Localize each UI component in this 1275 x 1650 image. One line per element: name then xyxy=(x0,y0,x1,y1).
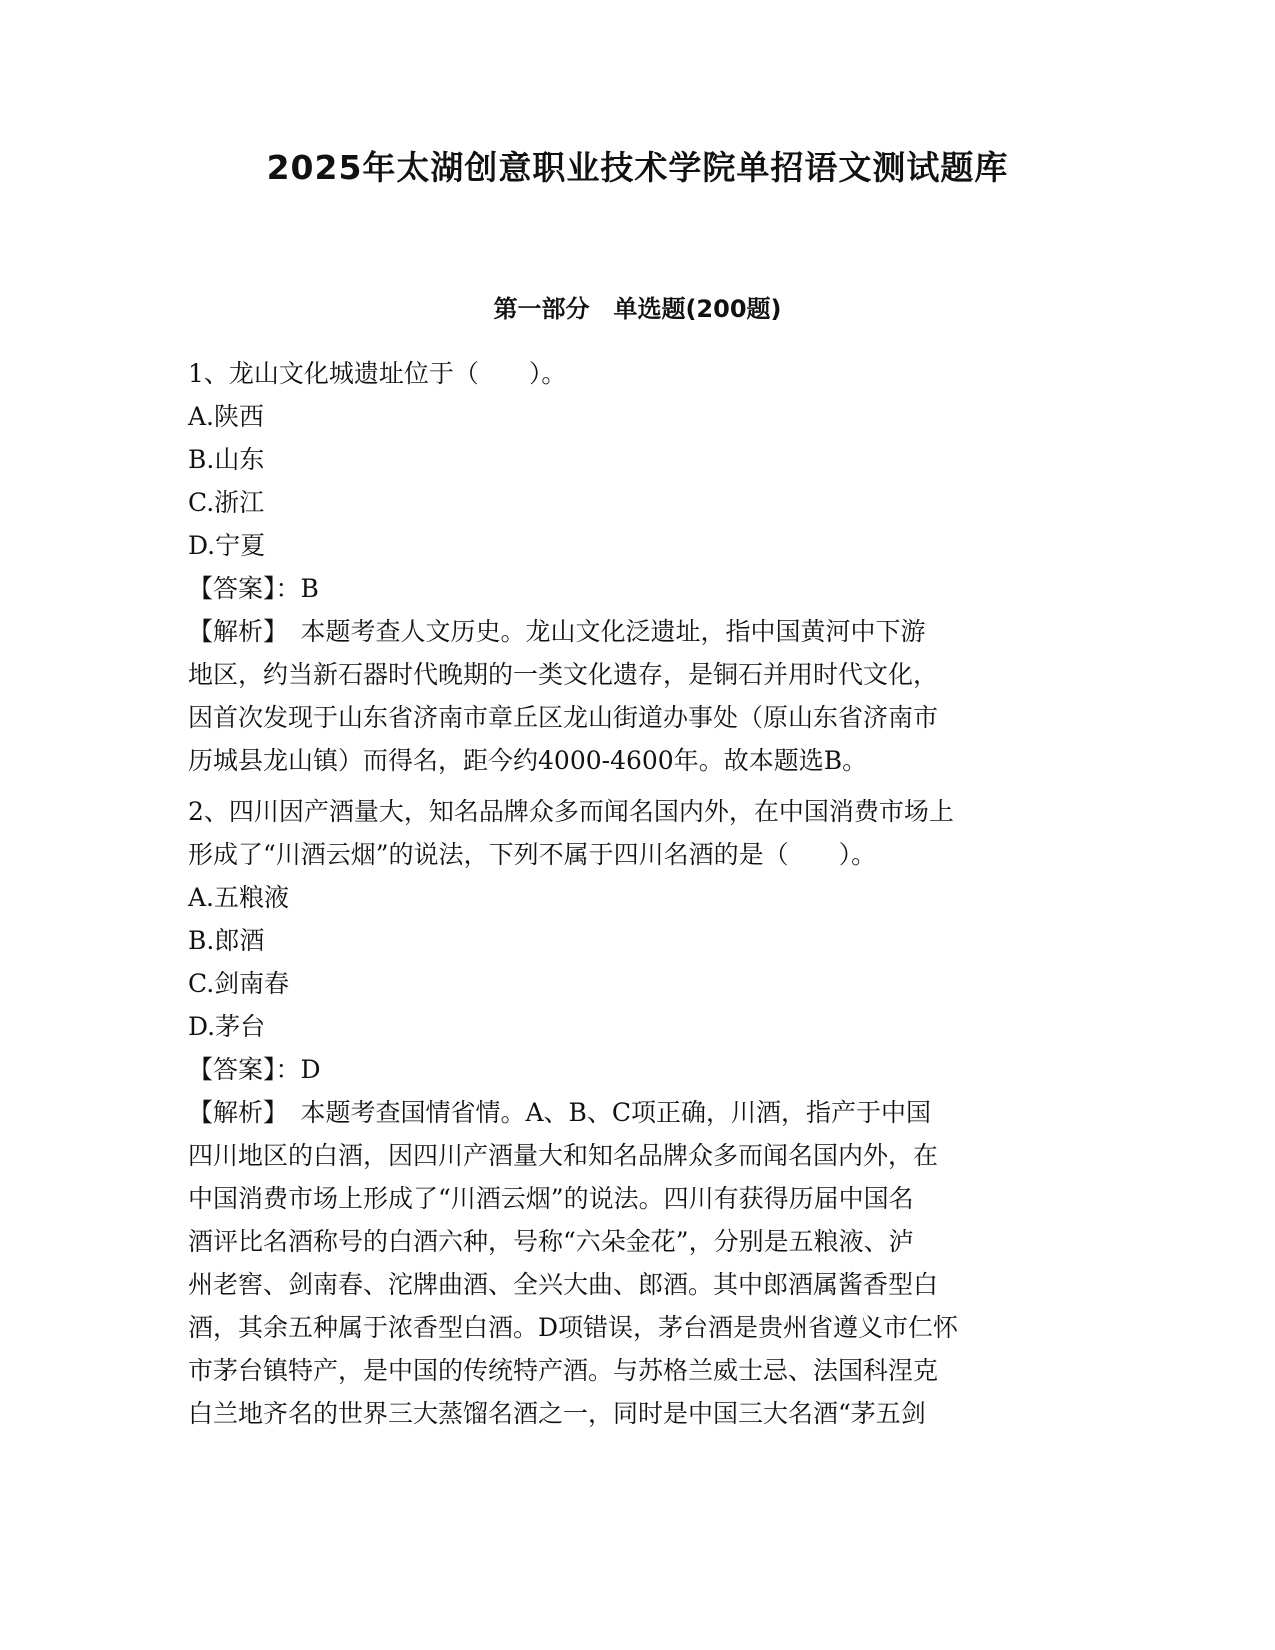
document-title: 2025年太湖创意职业技术学院单招语文测试题库 xyxy=(266,148,1009,187)
option-b: B.郎酒 xyxy=(188,926,265,955)
analysis-line: 四川地区的白酒，因四川产酒量大和知名品牌众多而闻名国内外，在 xyxy=(188,1141,939,1170)
analysis-line: 中国消费市场上形成了“川酒云烟”的说法。四川有获得历届中国名 xyxy=(188,1184,914,1213)
section-title: 第一部分 单选题(200题) xyxy=(493,295,782,323)
document-body xyxy=(188,352,1068,1435)
analysis-line: 酒评比名酒称号的白酒六种，号称“六朵金花”，分别是五粮液、泸 xyxy=(188,1227,914,1256)
analysis-line: 【解析】 本题考查国情省情。A、B、C项正确，川酒，指产于中国 xyxy=(188,1098,932,1127)
analysis-line: 因首次发现于山东省济南市章丘区龙山街道办事处（原山东省济南市 xyxy=(188,703,939,732)
analysis-line: 【解析】 本题考查人文历史。龙山文化泛遗址，指中国黄河中下游 xyxy=(188,617,926,646)
analysis-line: 市茅台镇特产，是中国的传统特产酒。与苏格兰威士忌、法国科涅克 xyxy=(188,1356,939,1385)
option-b: B.山东 xyxy=(188,445,265,474)
question-stem: 形成了“川酒云烟”的说法，下列不属于四川名酒的是（ ）。 xyxy=(188,840,877,869)
answer-line: 【答案】：B xyxy=(188,574,319,603)
option-a: A.陕西 xyxy=(188,402,265,431)
question-2 xyxy=(188,790,1068,1435)
answer-line: 【答案】：D xyxy=(188,1055,321,1084)
option-d: D.宁夏 xyxy=(188,531,266,560)
option-d: D.茅台 xyxy=(188,1012,266,1041)
analysis-line: 地区，约当新石器时代晚期的一类文化遗存，是铜石并用时代文化， xyxy=(188,660,939,689)
option-c: C.剑南春 xyxy=(188,969,290,998)
analysis-line: 白兰地齐名的世界三大蒸馏名酒之一，同时是中国三大名酒“茅五剑 xyxy=(188,1399,926,1428)
question-stem: 1、龙山文化城遗址位于（ ）。 xyxy=(188,359,567,388)
question-spacer xyxy=(188,782,1068,790)
analysis-line: 酒，其余五种属于浓香型白酒。D项错误，茅台酒是贵州省遵义市仁怀 xyxy=(188,1313,959,1342)
analysis-line: 历城县龙山镇）而得名，距今约4000-4600年。故本题选B。 xyxy=(188,746,868,775)
analysis-line: 州老窖、剑南春、沱牌曲酒、全兴大曲、郎酒。其中郎酒属酱香型白 xyxy=(188,1270,939,1299)
question-1 xyxy=(188,352,1068,782)
option-c: C.浙江 xyxy=(188,488,265,517)
option-a: A.五粮液 xyxy=(188,883,290,912)
question-stem: 2、四川因产酒量大，知名品牌众多而闻名国内外，在中国消费市场上 xyxy=(188,797,954,826)
